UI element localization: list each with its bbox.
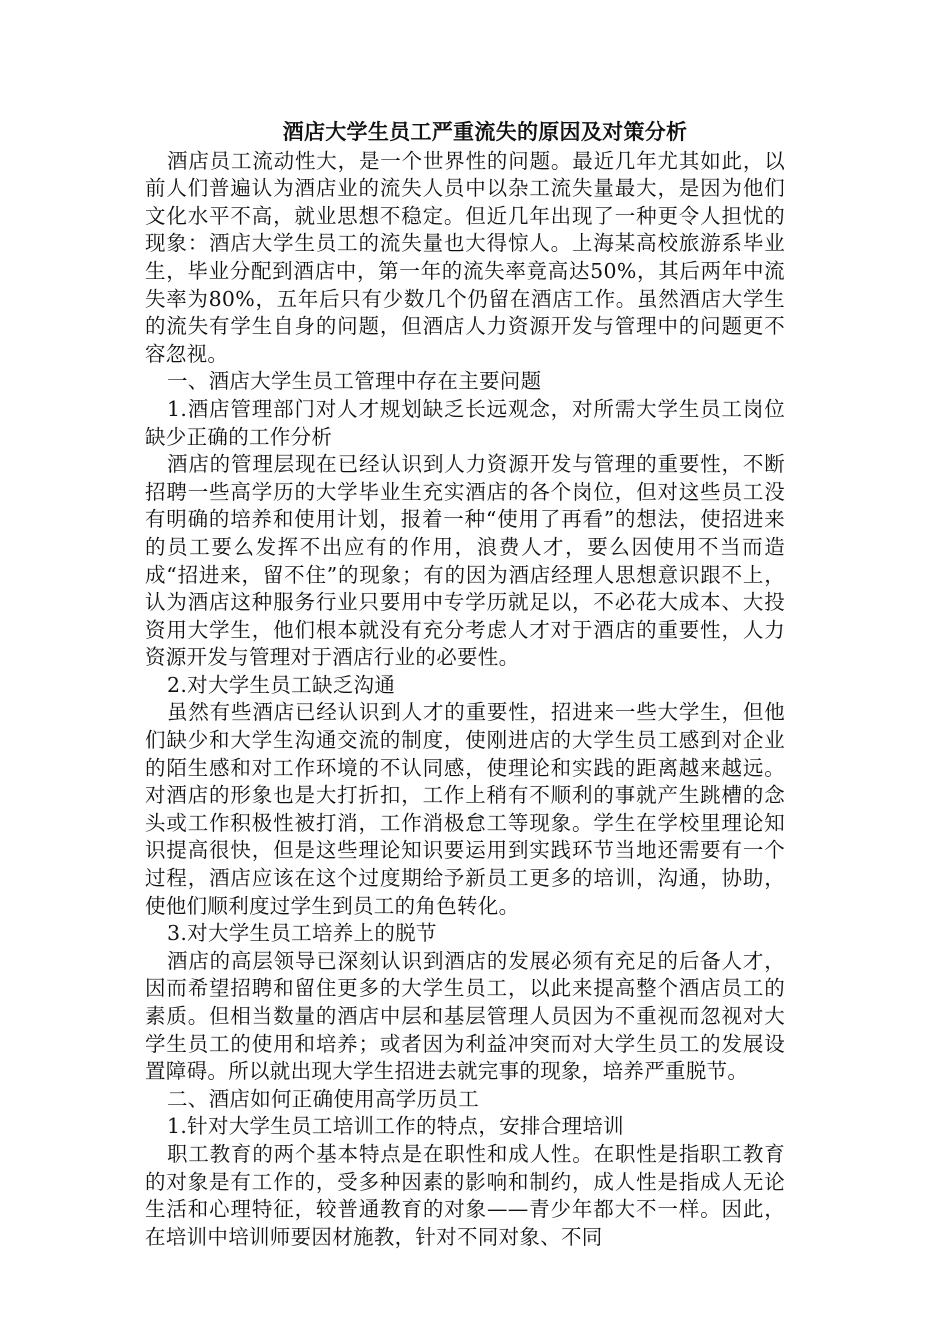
document-page xyxy=(145,118,785,1251)
section-heading-2: 二、酒店如何正确使用高学历员工 xyxy=(167,1086,479,1111)
paragraph-1-2: 虽然有些酒店已经认识到人才的重要性，招进来一些大学生，但他们缺少和大学生沟通交流的制度，使刚进店的大学生员工感到对企业的陌生感和对工作环境的不认同感，使理论和实践的距离越来越远。对酒店的形象也是大打折扣，工作上稍有不顺利的事就产生跳槽的念头或工作积极性被打消，工作消极怠工等现象。学生在学校里理论知识提高很快，但是这些理论知识要运用到实践环节当地还需要有一个过程，酒店应该在这个过度期给予新员工更多的培训，沟通，协助，使他们顺利度过学生到员工的角色转化。 xyxy=(145,700,785,918)
subheading-1-1: 1.酒店管理部门对人才规划缺乏长远观念，对所需大学生员工岗位缺少正确的工作分析 xyxy=(145,396,785,449)
subheading-2-1: 1.针对大学生员工培训工作的特点，安排合理培训 xyxy=(167,1114,624,1139)
subheading-1-2: 2.对大学生员工缺乏沟通 xyxy=(167,672,396,697)
section-heading-1: 一、酒店大学生员工管理中存在主要问题 xyxy=(167,369,542,394)
subheading-1-3: 3.对大学生员工培养上的脱节 xyxy=(167,921,437,946)
paragraph-1-1: 酒店的管理层现在已经认识到人力资源开发与管理的重要性，不断招聘一些高学历的大学毕业生充实酒店的各个岗位，但对这些员工没有明确的培养和使用计划，报着一种“使用了再看”的想法，使招进来的员工要么发挥不出应有的作用，浪费人才，要么因使用不当而造成“招进来，留不住”的现象；有的因为酒店经理人思想意识跟不上，认为酒店这种服务行业只要用中专学历就足以，不必花大成本、大投资用大学生，他们根本就没有充分考虑人才对于酒店的重要性，人力资源开发与管理对于酒店行业的必要性。 xyxy=(145,452,785,670)
paragraph-1-3: 酒店的高层领导已深刻认识到酒店的发展必须有充足的后备人才，因而希望招聘和留住更多的大学生员工，以此来提高整个酒店员工的素质。但相当数量的酒店中层和基层管理人员因为不重视而忽视对大学生员工的使用和培养；或者因为利益冲突而对大学生员工的发展设置障碍。所以就出现大学生招进去就完事的现象，培养严重脱节。 xyxy=(145,948,785,1084)
paragraph-2-1: 职工教育的两个基本特点是在职性和成人性。在职性是指职工教育的对象是有工作的，受多种因素的影响和制约，成人性是指成人无论生活和心理特征，较普通教育的对象——青少年都大不一样。因此，在培训中培训师要因材施教，针对不同对象、不同 xyxy=(145,1141,785,1249)
document-title: 酒店大学生员工严重流失的原因及对策分析 xyxy=(282,119,688,144)
paragraph-intro: 酒店员工流动性大，是一个世界性的问题。最近几年尤其如此，以前人们普遍认为酒店业的流失人员中以杂工流失量最大，是因为他们文化水平不高，就业思想不稳定。但近几年出现了一种更令人担忧的现象：酒店大学生员工的流失量也大得惊人。上海某高校旅游系毕业生，毕业分配到酒店中，第一年的流失率竟高达50%，其后两年中流失率为80%，五年后只有少数几个仍留在酒店工作。虽然酒店大学生的流失有学生自身的问题，但酒店人力资源开发与管理中的问题更不容忽视。 xyxy=(145,148,785,366)
